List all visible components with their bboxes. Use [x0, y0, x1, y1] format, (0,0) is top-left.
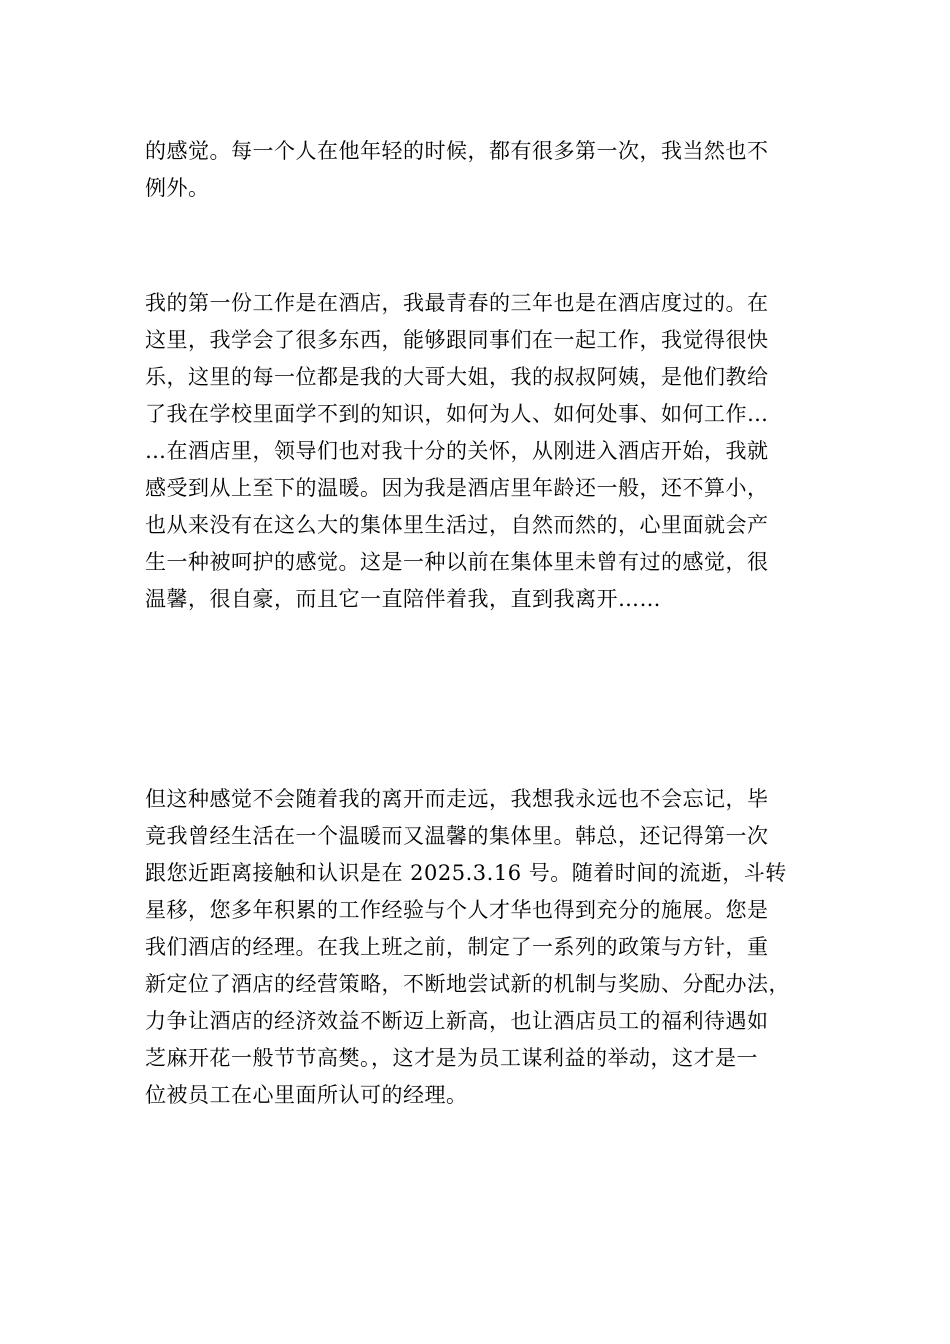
text-line: 竟我曾经生活在一个温暖而又温馨的集体里。韩总，还记得第一次 [145, 824, 769, 848]
text-line: 的感觉。每一个人在他年轻的时候，都有很多第一次，我当然也不 [145, 139, 769, 163]
text-line: 乐，这里的每一位都是我的大哥大姐，我的叔叔阿姨，是他们教给 [145, 365, 769, 389]
text-line: 但这种感觉不会随着我的离开而走远，我想我永远也不会忘记，毕 [145, 787, 769, 811]
text-line: …在酒店里，领导们也对我十分的关怀，从刚进入酒店开始，我就 [145, 439, 769, 463]
text-line: 我的第一份工作是在酒店，我最青春的三年也是在酒店度过的。在 [145, 291, 769, 315]
paragraph-1 [145, 133, 810, 207]
text-line: 例外。 [145, 176, 210, 200]
text-line: 感受到从上至下的温暖。因为我是酒店里年龄还一般，还不算小， [145, 476, 769, 500]
text-line: 星移，您多年积累的工作经验与个人才华也得到充分的施展。您是 [145, 898, 769, 922]
text-line: 我们酒店的经理。在我上班之前，制定了一系列的政策与方针，重 [145, 935, 769, 959]
text-line: 位被员工在心里面所认可的经理。 [145, 1083, 468, 1107]
text-line: 这里，我学会了很多东西，能够跟同事们在一起工作，我觉得很快 [145, 328, 769, 352]
paragraph-3 [145, 781, 810, 1114]
text-line: 芝麻开花一般节节高樊。，这才是为员工谋利益的举动，这才是一 [145, 1046, 758, 1070]
text-line: 新定位了酒店的经营策略，不断地尝试新的机制与奖励、分配办法， [145, 972, 790, 996]
text-line: 力争让酒店的经济效益不断迈上新高，也让酒店员工的福利待遇如 [145, 1009, 769, 1033]
text-line: 温馨，很自豪，而且它一直陪伴着我，直到我离开…… [145, 587, 661, 611]
text-line: 了我在学校里面学不到的知识，如何为人、如何处事、如何工作… [145, 402, 769, 426]
text-line: 生一种被呵护的感觉。这是一种以前在集体里未曾有过的感觉，很 [145, 550, 769, 574]
text-line: 也从来没有在这么大的集体里生活过，自然而然的，心里面就会产 [145, 513, 769, 537]
text-line: 跟您近距离接触和认识是在 2025.3.16 号。随着时间的流逝，斗转 [145, 861, 787, 885]
paragraph-2 [145, 285, 810, 618]
